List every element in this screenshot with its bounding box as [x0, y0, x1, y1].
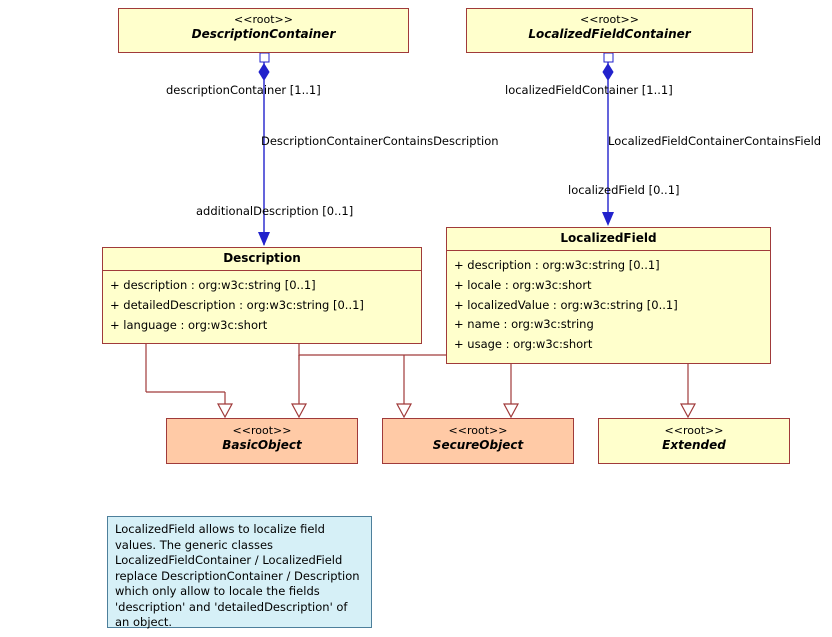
- class-attribute: + usage : org:w3c:short: [454, 337, 593, 352]
- class-stereotype: <<root>>: [448, 424, 508, 437]
- class-attribute: + description : org:w3c:string [0..1]: [454, 258, 660, 272]
- note-text: LocalizedField allows to localize field values. The generic classes LocalizedFieldContainer / LocalizedField replace DescriptionContainer / Description which only allow to locale the fields 'description' and 'detailedDescription' of an object.: [115, 522, 360, 630]
- edge-label-description-container-role: descriptionContainer [1..1]: [166, 83, 321, 97]
- class-header: [467, 9, 752, 47]
- uml-class-basic-object[interactable]: [166, 418, 358, 464]
- class-attribute: + detailedDescription : org:w3c:string [0..1]: [110, 297, 364, 312]
- class-attribute: + locale : org:w3c:short: [454, 277, 592, 292]
- uml-class-extended[interactable]: [598, 418, 790, 464]
- class-stereotype: <<root>>: [232, 424, 292, 437]
- class-name: LocalizedFieldContainer: [528, 26, 691, 41]
- uml-class-description[interactable]: [102, 247, 422, 344]
- class-attribute: + language : org:w3c:short: [110, 317, 268, 332]
- class-name: Extended: [662, 437, 726, 452]
- class-name: DescriptionContainer: [191, 26, 336, 41]
- edge-label-localized-field-container-role: localizedFieldContainer [1..1]: [505, 83, 673, 97]
- class-stereotype: <<root>>: [580, 13, 639, 26]
- class-attributes: [447, 251, 770, 361]
- class-header: [383, 419, 573, 458]
- edge-label-association-description: DescriptionContainerContainsDescription: [261, 134, 499, 148]
- class-attribute: + name : org:w3c:string: [454, 317, 594, 332]
- class-attribute: + localizedValue : org:w3c:string [0..1]: [454, 297, 678, 312]
- class-header: [119, 9, 408, 47]
- class-header: [599, 419, 789, 458]
- uml-class-localized-field[interactable]: [446, 227, 771, 364]
- class-name: BasicObject: [222, 437, 302, 452]
- edge-label-localized-field-role: localizedField [0..1]: [568, 183, 680, 197]
- class-name: LocalizedField: [560, 231, 657, 245]
- edge-label-additional-description-role: additionalDescription [0..1]: [196, 204, 354, 218]
- class-name: Description: [223, 251, 301, 265]
- class-header: [447, 228, 770, 250]
- class-stereotype: <<root>>: [664, 424, 724, 437]
- edge-label-association-localized-field: LocalizedFieldContainerContainsField: [608, 134, 822, 148]
- uml-class-secure-object[interactable]: [382, 418, 574, 464]
- class-header: [167, 419, 357, 458]
- note-localized-field: [107, 516, 372, 628]
- class-name: SecureObject: [432, 437, 524, 452]
- class-header: [103, 248, 421, 270]
- class-attributes: [103, 271, 421, 341]
- uml-class-localized-field-container[interactable]: [466, 8, 753, 53]
- class-stereotype: <<root>>: [234, 13, 293, 26]
- uml-class-description-container[interactable]: [118, 8, 409, 53]
- class-attribute: + description : org:w3c:string [0..1]: [110, 278, 316, 292]
